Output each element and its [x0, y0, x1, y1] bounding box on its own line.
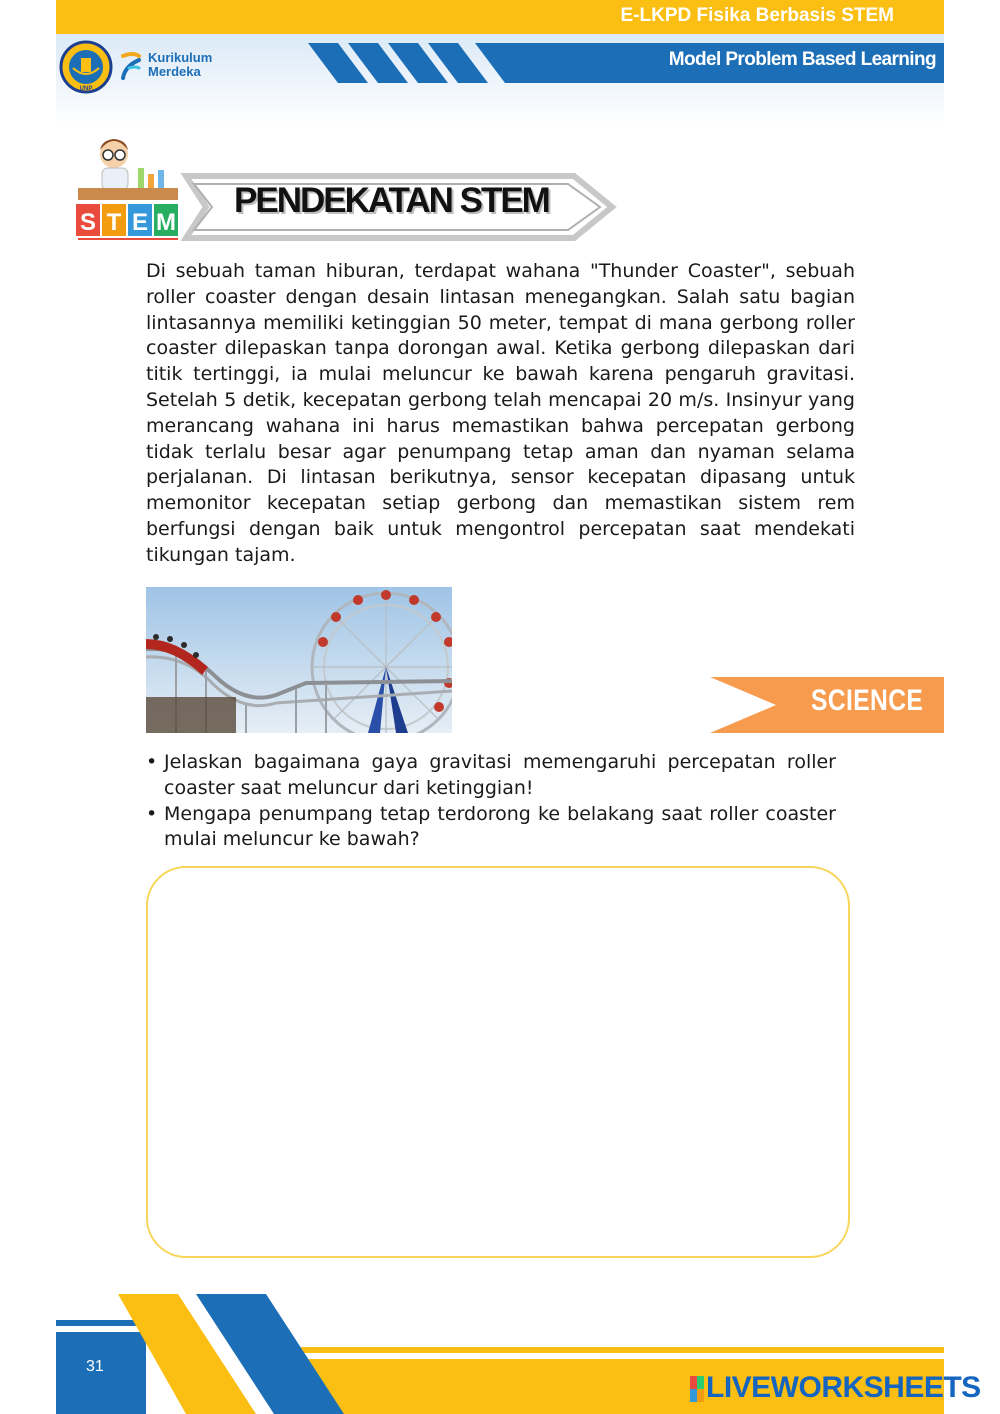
section-title: PENDEKATAN STEM — [234, 181, 549, 220]
stem-letter-m: M — [156, 209, 176, 236]
header-subtitle: Model Problem Based Learning — [668, 49, 936, 70]
merdeka-label: Merdeka — [148, 64, 201, 79]
stem-scientist-logo — [74, 130, 184, 242]
question-item: • Mengapa penumpang tetap terdorong ke belakang saat roller coaster mulai meluncur ke bawah? — [146, 802, 836, 854]
kurikulum-label: Kurikulum — [148, 50, 213, 65]
answer-input[interactable] — [146, 866, 850, 1258]
university-seal-logo — [59, 40, 113, 94]
header-title: E-LKPD Fisika Berbasis STEM — [620, 5, 894, 26]
stem-letter-s: S — [79, 209, 97, 236]
science-tag-label: SCIENCE — [811, 684, 924, 717]
stem-letter-t: T — [106, 209, 122, 236]
kurikulum-merdeka-logo — [119, 50, 143, 82]
liveworksheets-brand[interactable]: LIVEWORKSHEETS — [706, 1371, 981, 1404]
roller-coaster-photo — [146, 587, 452, 733]
liveworksheets-mark-icon — [690, 1376, 704, 1402]
stem-letter-e: E — [131, 209, 149, 236]
question-list — [146, 750, 836, 853]
page-number: 31 — [86, 1358, 104, 1375]
seal-abbr: UNP — [79, 86, 93, 92]
question-item: • Jelaskan bagaimana gaya gravitasi memengaruhi percepatan roller coaster saat meluncur dari ketinggian! — [146, 750, 836, 802]
kurikulum-merdeka-text — [148, 51, 212, 79]
problem-story-text: Di sebuah taman hiburan, terdapat wahana "Thunder Coaster", sebuah roller coaster dengan desain lintasan menegangkan. Salah satu bagian lintasannya memiliki ketinggian 50 meter, tempat di mana gerbong roller coaster dilepaskan tanpa dorongan awal. Ketika gerbong dilepaskan dari titik tertinggi, ia mulai meluncur ke bawah karena pengaruh gravitasi. Setelah 5 detik, kecepatan gerbong telah mencapai 20 m/s. Insinyur yang merancang wahana ini harus memastikan bahwa percepatan gerbong tidak terlalu besar agar penumpang tetap aman dan nyaman selama perjalanan. Di lintasan berikutnya, sensor kecepatan dipasang untuk memonitor kecepatan setiap gerbong dan memastikan sistem rem berfungsi dengan baik untuk mengontrol percepatan saat mendekati tikungan tajam. — [146, 260, 855, 566]
